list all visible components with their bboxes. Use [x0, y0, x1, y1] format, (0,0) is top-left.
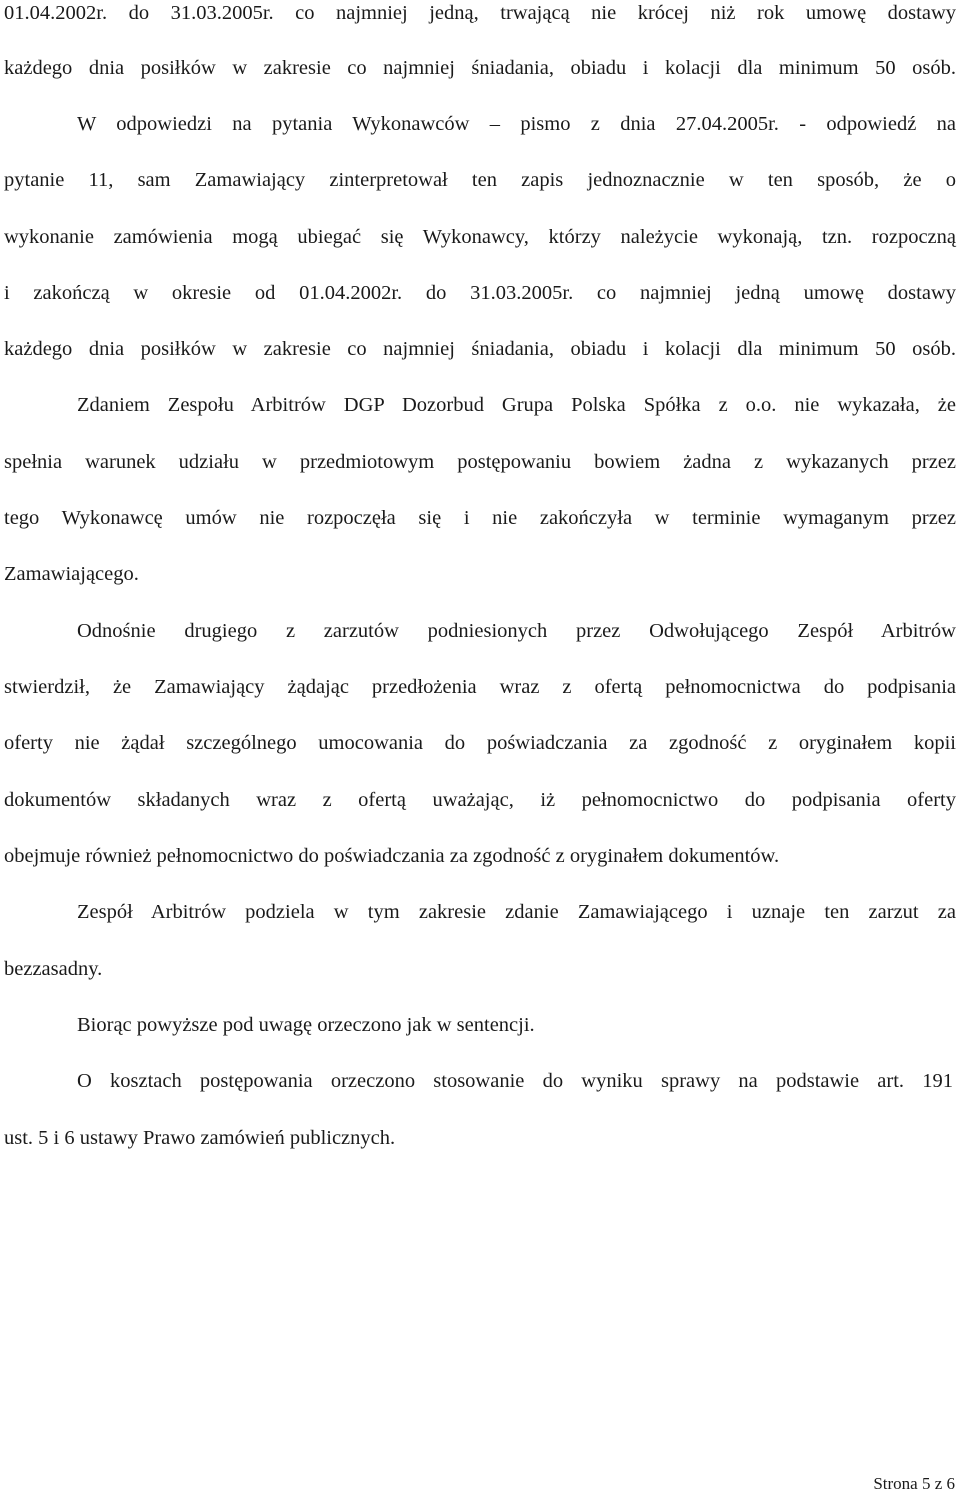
body-line: spełnia warunek udziału w przedmiotowym postępowaniu bowiem żadna z wykazanych przez — [4, 451, 956, 473]
body-line: każdego dnia posiłków w zakresie co najmniej śniadania, obiadu i kolacji dla minimum 50 osób. — [4, 338, 956, 360]
body-line: tego Wykonawcę umów nie rozpoczęła się i nie zakończyła w terminie wymaganym przez — [4, 507, 956, 529]
body-line: wykonanie zamówienia mogą ubiegać się Wykonawcy, którzy należycie wykonają, tzn. rozpoczną — [4, 226, 956, 248]
page-number: Strona 5 z 6 — [873, 1474, 955, 1493]
body-line: Zamawiającego. — [4, 563, 139, 585]
body-line: i zakończą w okresie od 01.04.2002r. do 31.03.2005r. co najmniej jedną umowę dostawy — [4, 282, 956, 304]
body-line: stwierdził, że Zamawiający żądając przedłożenia wraz z ofertą pełnomocnictwa do podpisania — [4, 676, 956, 698]
body-line: Zdaniem Zespołu Arbitrów DGP Dozorbud Grupa Polska Spółka z o.o. nie wykazała, że — [77, 394, 956, 416]
body-line: 01.04.2002r. do 31.03.2005r. co najmniej jedną, trwającą nie krócej niż rok umowę dostawy — [4, 2, 956, 24]
body-line: Zespół Arbitrów podziela w tym zakresie zdanie Zamawiającego i uznaje ten zarzut za — [77, 901, 956, 923]
body-line: dokumentów składanych wraz z ofertą uważając, iż pełnomocnictwo do podpisania oferty — [4, 789, 956, 811]
body-line: oferty nie żądał szczególnego umocowania do poświadczania za zgodność z oryginałem kopii — [4, 732, 956, 754]
body-line: bezzasadny. — [4, 958, 103, 980]
body-line: pytanie 11, sam Zamawiający zinterpretował ten zapis jednoznacznie w ten sposób, że o — [4, 169, 956, 191]
body-line: W odpowiedzi na pytania Wykonawców – pismo z dnia 27.04.2005r. - odpowiedź na — [77, 113, 956, 135]
body-line: Odnośnie drugiego z zarzutów podniesionych przez Odwołującego Zespół Arbitrów — [77, 620, 956, 642]
body-line: każdego dnia posiłków w zakresie co najmniej śniadania, obiadu i kolacji dla minimum 50 osób. — [4, 57, 956, 79]
body-line: Biorąc powyższe pod uwagę orzeczono jak w sentencji. — [77, 1014, 535, 1036]
body-line: obejmuje również pełnomocnictwo do poświadczania za zgodność z oryginałem dokumentów. — [4, 845, 780, 867]
body-line: O kosztach postępowania orzeczono stosowanie do wyniku sprawy na podstawie art. 191 — [77, 1070, 953, 1092]
body-line: ust. 5 i 6 ustawy Prawo zamówień publicznych. — [4, 1127, 396, 1149]
